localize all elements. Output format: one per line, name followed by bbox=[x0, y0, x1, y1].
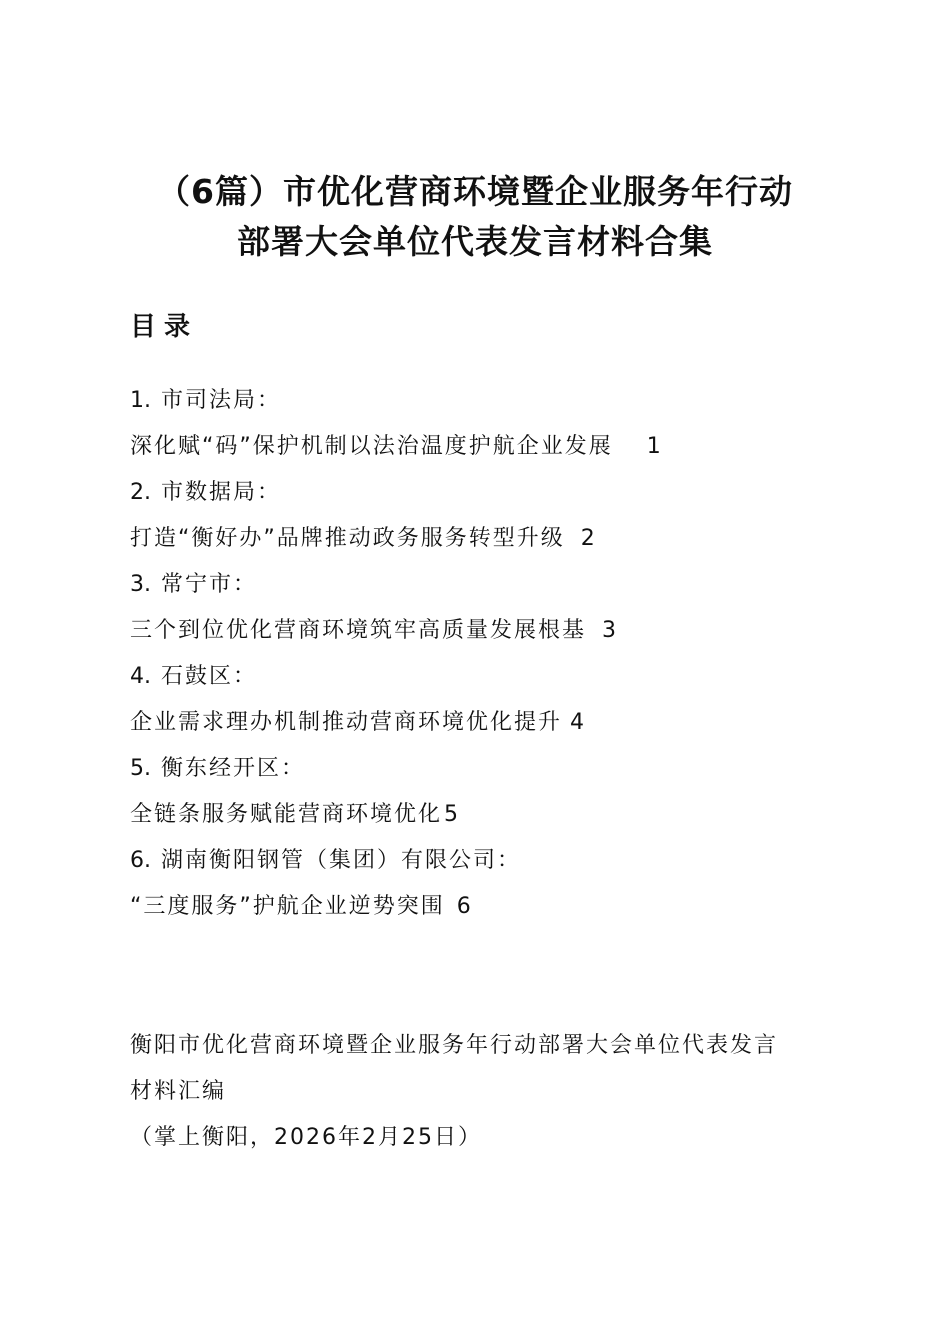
toc-article-1[interactable] bbox=[130, 424, 850, 470]
toc-unit-4 bbox=[130, 654, 850, 700]
toc-page-number: 5 bbox=[444, 802, 459, 827]
toc-article-2[interactable] bbox=[130, 516, 850, 562]
toc-article-title: 打造“衡好办”品牌推动政务服务转型升级 bbox=[130, 526, 565, 551]
toc-article-5[interactable] bbox=[130, 792, 850, 838]
source-line-2: 材料汇编 bbox=[130, 1079, 227, 1104]
toc-unit-3 bbox=[130, 562, 850, 608]
toc-unit-2 bbox=[130, 470, 850, 516]
toc-article-title: 三个到位优化营商环境筑牢高质量发展根基 bbox=[130, 618, 587, 643]
toc-number: 5. bbox=[130, 756, 151, 781]
toc-number: 3. bbox=[130, 572, 151, 597]
toc-page-number: 1 bbox=[646, 434, 661, 459]
toc-unit-6 bbox=[130, 838, 850, 884]
toc-article-6[interactable] bbox=[130, 884, 850, 930]
toc-article-title: “三度服务”护航企业逆势突围 bbox=[130, 894, 445, 919]
toc-unit-name: 石鼓区： bbox=[161, 664, 258, 689]
toc-page-number: 3 bbox=[602, 618, 617, 643]
toc-number: 1. bbox=[130, 388, 151, 413]
document-title-line-1: （6篇）市优化营商环境暨企业服务年行动 bbox=[157, 172, 793, 211]
toc-article-title: 企业需求理办机制推动营商环境优化提升 bbox=[130, 710, 563, 735]
toc-number: 2. bbox=[130, 480, 151, 505]
toc-article-3[interactable] bbox=[130, 608, 850, 654]
source-line-1: 衡阳市优化营商环境暨企业服务年行动部署大会单位代表发言 bbox=[130, 1033, 779, 1058]
toc-unit-5 bbox=[130, 746, 850, 792]
document-title-line-2: 部署大会单位代表发言材料合集 bbox=[237, 222, 713, 261]
toc-number: 6. bbox=[130, 848, 151, 873]
toc-unit-1 bbox=[130, 378, 850, 424]
toc-article-title: 深化赋“码”保护机制以法治温度护航企业发展 bbox=[130, 434, 613, 459]
toc-number: 4. bbox=[130, 664, 151, 689]
toc-page-number: 6 bbox=[456, 894, 471, 919]
source-line-3: （掌上衡阳，2026年2月25日） bbox=[130, 1125, 482, 1150]
source-note bbox=[130, 1023, 840, 1161]
toc-unit-name: 湖南衡阳钢管（集团）有限公司： bbox=[161, 848, 522, 873]
toc-page-number: 4 bbox=[570, 710, 585, 735]
toc-heading: 目录 bbox=[130, 312, 199, 342]
toc-article-title: 全链条服务赋能营商环境优化 bbox=[130, 802, 443, 827]
toc-unit-name: 衡东经开区： bbox=[161, 756, 306, 781]
toc-unit-name: 市数据局： bbox=[161, 480, 282, 505]
toc-unit-name: 市司法局： bbox=[161, 388, 282, 413]
toc-unit-name: 常宁市： bbox=[161, 572, 258, 597]
toc-article-4[interactable] bbox=[130, 700, 850, 746]
table-of-contents bbox=[130, 378, 850, 930]
toc-page-number: 2 bbox=[580, 526, 595, 551]
